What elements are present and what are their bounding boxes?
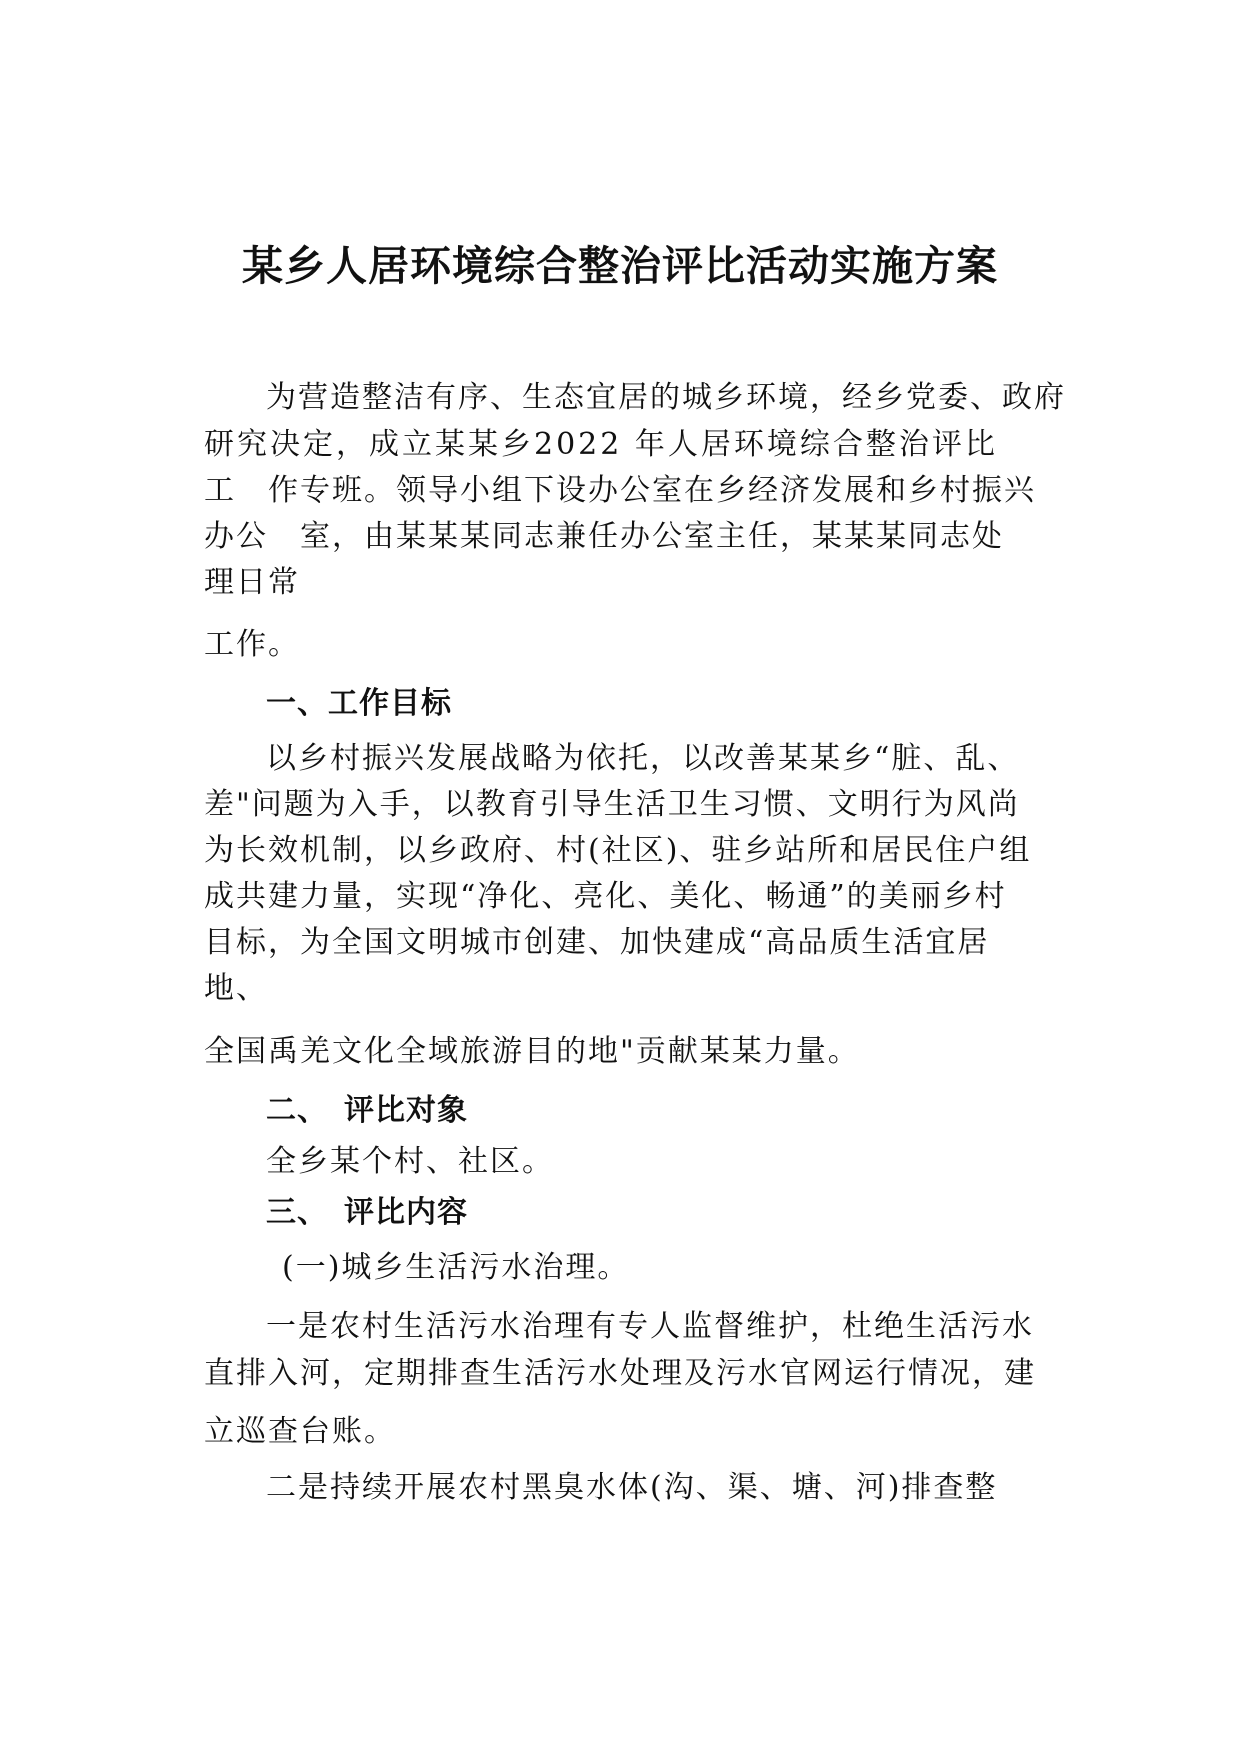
section-3-para-1-line-3: 立巡查台账。: [204, 1414, 396, 1449]
intro-line-5: 理日常: [204, 565, 300, 600]
section-1-title: 工作目标: [328, 686, 452, 721]
section-1-line-3: 为长效机制，以乡政府、村(社区)、驻乡站所和居民住户组: [204, 833, 1032, 868]
section-1-line-4: 成共建力量，实现“净化、亮化、美化、畅通”的美丽乡村: [204, 879, 1007, 914]
intro-line-2: 研究决定，成立某某乡2022 年人居环境综合整治评比: [204, 427, 998, 462]
section-2-heading: [266, 1089, 468, 1133]
intro-line-3: 工 作专班。领导小组下设办公室在乡经济发展和乡村振兴: [204, 473, 1036, 508]
section-3-para-2-line-1: 二是持续开展农村黑臭水体(沟、渠、塘、河)排查整: [266, 1470, 998, 1505]
section-3-title: 评比内容: [344, 1195, 468, 1230]
section-3-heading: [266, 1191, 468, 1235]
section-1-line-6: 地、: [204, 971, 268, 1006]
section-1-line-7: 全国禹羌文化全域旅游目的地"贡献某某力量。: [204, 1034, 860, 1069]
section-3-number: 三、: [266, 1195, 328, 1230]
section-1-heading: [266, 682, 452, 726]
section-2-text: 全乡某个村、社区。: [266, 1144, 554, 1179]
intro-line-4: 办公 室，由某某某同志兼任办公室主任，某某某同志处: [204, 519, 1004, 554]
section-1-line-5: 目标，为全国文明城市创建、加快建成“高品质生活宜居: [204, 925, 990, 960]
section-3-subheading: (一)城乡生活污水治理。: [282, 1250, 630, 1285]
section-1-number: 一、: [266, 686, 328, 721]
section-2-number: 二、: [266, 1093, 328, 1128]
section-3-para-1-line-1: 一是农村生活污水治理有专人监督维护，杜绝生活污水: [266, 1309, 1034, 1344]
intro-line-6: 工作。: [204, 627, 300, 662]
section-2-title: 评比对象: [344, 1093, 468, 1128]
section-1-line-2: 差"问题为入手，以教育引导生活卫生习惯、文明行为风尚: [204, 787, 1020, 822]
document-title: 某乡人居环境综合整治评比活动实施方案: [242, 242, 998, 290]
intro-line-1: 为营造整洁有序、生态宜居的城乡环境，经乡党委、政府: [266, 380, 1066, 415]
section-1-line-1: 以乡村振兴发展战略为依托，以改善某某乡“脏、乱、: [266, 741, 1020, 776]
section-3-para-1-line-2: 直排入河，定期排查生活污水处理及污水官网运行情况，建: [204, 1356, 1036, 1391]
